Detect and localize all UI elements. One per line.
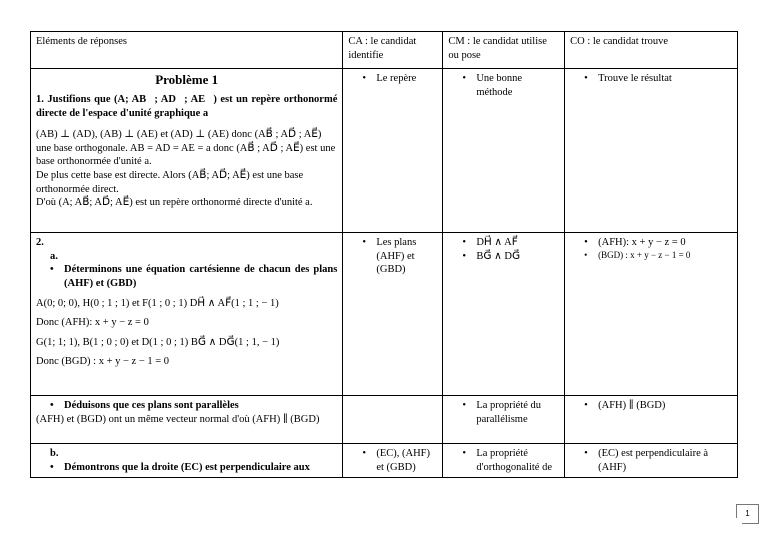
co-item: • (EC) est perpendiculaire à (AHF) [598,447,732,474]
header-elements: Eléments de réponses [31,32,343,69]
line-equation-bgd: Donc (BGD) : x + y − z − 1 = 0 [36,356,170,368]
header-row [31,32,738,69]
parallel-bullet: • Déduisons que ces plans sont parallèles [64,399,337,413]
question-2a-label: a. [50,250,58,262]
question-1: 1. Justifions que (A; AB⃗; AD⃗; AE⃗) est un repère orthonormé directe de l'espace d'unité graphique a [36,93,338,119]
problem1-row [31,69,738,233]
parallel-ca [343,396,443,444]
problem1-co [565,69,738,233]
header-co: CO : le candidat trouve [565,32,738,69]
ca-item: • Le repère [376,72,437,86]
parallel-cm [443,396,565,444]
problem1-answer [31,69,343,233]
paragraph-conclusion: D'où (A; AB⃗; AD⃗; AE⃗) est un repère orthonormé directe d'unité a. [36,197,313,209]
paragraph-orthogonal: (AB) ⊥ (AD), (AB) ⊥ (AE) et (AD) ⊥ (AE) donc (AB⃗ ; AD⃗ ; AE⃗) une base orthogonale. AB = AD = AE = a donc (AB⃗ ; AD⃗ ; AE⃗) est une base orthonormée d'unité a. [36,129,336,168]
parallel-co [565,396,738,444]
parallel-text: (AFH) et (BGD) ont un même vecteur normal d'où (AFH) ∥ (BGD) [36,413,320,425]
cm-item-2: • BG⃗ ∧ DG⃗ [476,250,559,264]
question2b-co [565,444,738,478]
co-item: • Trouve le résultat [598,72,732,86]
cm-item: • La propriété d'orthogonalité de [476,447,559,474]
question-1-text: Justifions que (A; AB⃗; AD⃗; AE⃗) est un repère orthonormé directe de l'espace d'unité graphique a [36,93,338,119]
question2b-ca [343,444,443,478]
problem-title: Problème 1 [155,72,219,87]
cm-item: • La propriété du parallélisme [476,399,559,426]
question2a-ca [343,233,443,396]
question-2-number: 2. [36,237,44,248]
question2b-row [31,444,738,478]
co-item-1: • (AFH): x + y − z = 0 [598,236,732,250]
header-cm: CM : le candidat utilise ou pose [443,32,565,69]
parallel-row [31,396,738,444]
ca-item: • Les plans (AHF) et (GBD) [376,236,437,277]
co-item: • (AFH) ∥ (BGD) [598,399,732,413]
cm-item-1: • DH⃗ ∧ AF⃗ [476,236,559,250]
problem1-ca [343,69,443,233]
question2a-cm [443,233,565,396]
question2a-co [565,233,738,396]
question2a-answer [31,233,343,396]
header-ca: CA : le candidat identifie [343,32,443,69]
question-2a-bullet: • Déterminons une équation cartésienne de chacun des plans (AHF) et (GBD) [64,263,337,290]
page-number: 1 [736,504,759,524]
question2b-answer [31,444,343,478]
parallel-answer [31,396,343,444]
evaluation-table [30,31,738,478]
question-2b-bullet: • Démontrons que la droite (EC) est perpendiculaire aux [64,461,337,475]
problem1-cm [443,69,565,233]
ca-item: • (EC), (AHF) et (GBD) [376,447,437,474]
question2b-cm [443,444,565,478]
line-points-afh: A(0; 0; 0), H(0 ; 1 ; 1) et F(1 ; 0 ; 1) DH⃗ ∧ AF⃗(1 ; 1 ; − 1) [36,297,279,309]
line-points-bgd: G(1; 1; 1), B(1 ; 0 ; 0) et D(1 ; 0 ; 1) BG⃗ ∧ DG⃗(1 ; 1, − 1) [36,336,280,348]
question2a-row [31,233,738,396]
cm-item: • Une bonne méthode [476,72,559,99]
co-item-2: • (BGD) : x + y − z − 1 = 0 [598,250,732,262]
paragraph-direct: De plus cette base est directe. Alors (AB⃗; AD⃗; AE⃗) est une base orthonormée direct. [36,170,304,195]
question-2b-label: b. [50,448,59,459]
line-equation-afh: Donc (AFH): x + y − z = 0 [36,317,149,329]
